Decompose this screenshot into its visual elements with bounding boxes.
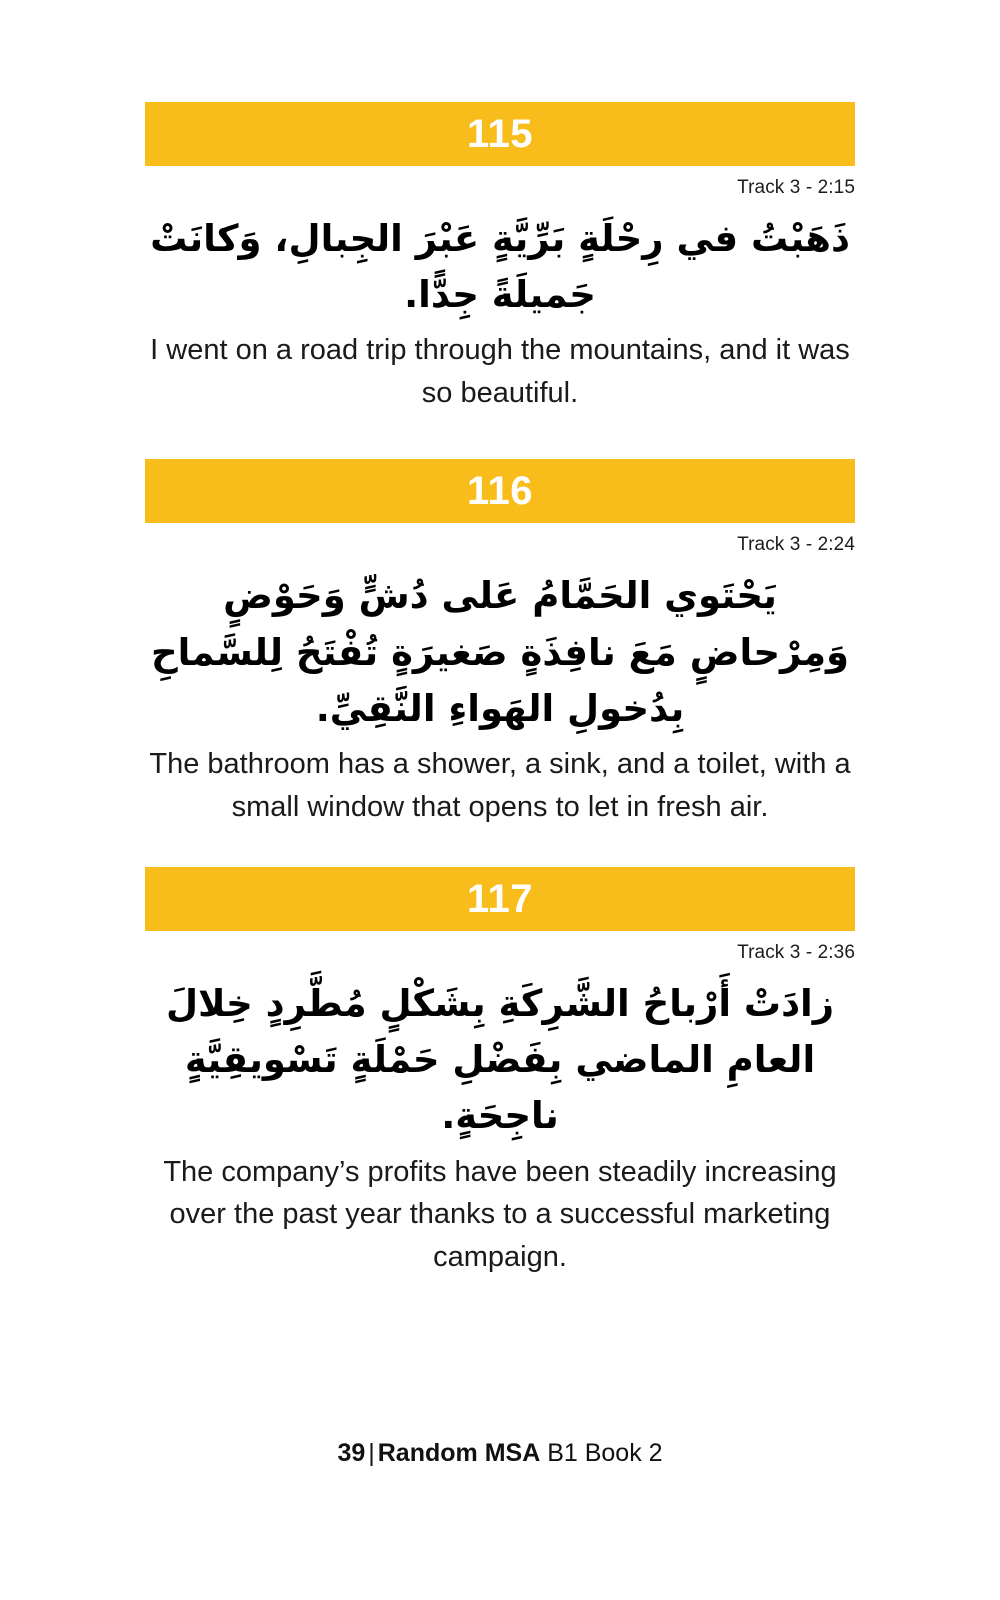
arabic-sentence: زادَتْ أَرْباحُ الشَّرِكَةِ بِشَكْلٍ مُطَّرِدٍ خِلالَ العامِ الماضي بِفَضْلِ حَمْلَةٍ تَسْويقِيَّةٍ ناجِحَةٍ. bbox=[165, 981, 835, 1138]
entry-banner bbox=[145, 867, 855, 931]
page-footer bbox=[145, 1439, 855, 1468]
entry-number: 115 bbox=[466, 112, 534, 156]
track-label: Track 3 - 2:24 bbox=[737, 534, 855, 556]
entry-banner bbox=[145, 459, 855, 523]
entry-number: 117 bbox=[466, 876, 534, 921]
entry-117 bbox=[145, 867, 855, 1279]
footer-brand: Random MSA bbox=[377, 1439, 541, 1467]
english-translation: I went on a road trip through the mountains, and it was so beautiful. bbox=[150, 334, 850, 410]
english-translation: The company’s profits have been steadily increasing over the past year thanks to a successful marketing campaign. bbox=[163, 1155, 837, 1274]
entry-115 bbox=[145, 102, 855, 415]
footer-separator: | bbox=[368, 1439, 375, 1467]
arabic-sentence: يَحْتَوي الحَمَّامُ عَلى دُشٍّ وَحَوْضٍ وَمِرْحاضٍ مَعَ نافِذَةٍ صَغيرَةٍ تُفْتَحُ لِلسَّماحِ بِدُخولِ الهَواءِ النَّقِيِّ. bbox=[151, 574, 849, 730]
entry-116 bbox=[145, 459, 855, 829]
entry-spacer bbox=[145, 829, 855, 867]
footer-edition: B1 Book 2 bbox=[547, 1439, 663, 1467]
english-translation: The bathroom has a shower, a sink, and a toilet, with a small window that opens to let in fresh air. bbox=[149, 747, 851, 823]
entry-banner bbox=[145, 102, 855, 166]
entry-spacer bbox=[145, 415, 855, 459]
footer-page-number: 39 bbox=[337, 1439, 366, 1467]
track-label: Track 3 - 2:36 bbox=[737, 941, 855, 963]
arabic-sentence: ذَهَبْتُ في رِحْلَةٍ بَرِّيَّةٍ عَبْرَ الجِبالِ، وَكانَتْ جَميلَةً جِدًّا. bbox=[150, 217, 850, 317]
entry-number: 116 bbox=[466, 469, 534, 514]
track-label: Track 3 - 2:15 bbox=[737, 177, 855, 198]
